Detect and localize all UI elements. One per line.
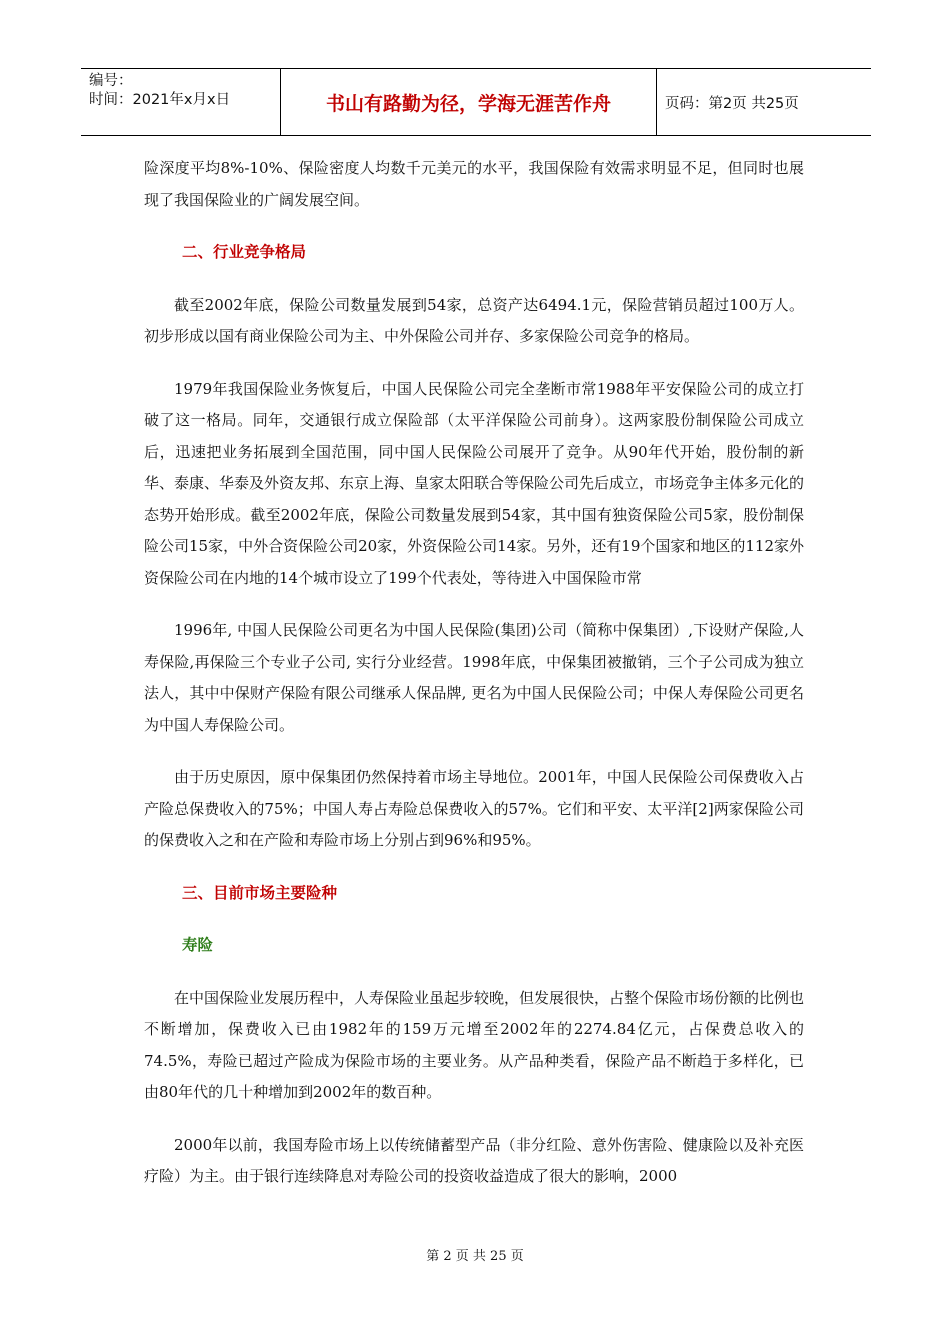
page-header	[81, 68, 871, 136]
header-page-info: 页码：第2页 共25页	[665, 95, 799, 112]
section-heading-products: 三、目前市场主要险种	[182, 883, 338, 902]
paragraph: 在中国保险业发展历程中，人寿保险业虽起步较晚，但发展很快，占整个保险市场份额的比例也不断增加，保费收入已由1982年的159万元增至2002年的2274.84亿元，占保费总收入的74.5%，寿险已超过产险成为保险市场的主要业务。从产品种类看，保险产品不断趋于多样化，已由80年代的几十种增加到2002年的数百种。	[144, 988, 805, 1101]
document-number-label: 编号：	[89, 73, 133, 89]
paragraph: 1996年, 中国人民保险公司更名为中国人民保险(集团)公司（简称中保集团）,下设财产保险,人寿保险,再保险三个专业子公司, 实行分业经营。1998年底，中保集团被撤销，三个子公司成为独立法人，其中中保财产保险有限公司继承人保品牌, 更名为中国人民保险公司；中保人寿保险公司更名为中国人寿保险公司。	[144, 621, 804, 734]
header-meta	[81, 69, 281, 135]
header-motto: 书山有路勤为径，学海无涯苦作舟	[281, 69, 657, 135]
paragraph: 1979年我国保险业务恢复后，中国人民保险公司完全垄断市常1988年平安保险公司的成立打破了这一格局。同年，交通银行成立保险部（太平洋保险公司前身）。这两家股份制保险公司成立后，迅速把业务拓展到全国范围，同中国人民保险公司展开了竞争。从90年代开始，股份制的新华、泰康、华泰及外资友邦、东京上海、皇家太阳联合等保险公司先后成立，市场竞争主体多元化的态势开始形成。截至2002年底，保险公司数量发展到54家，其中国有独资保险公司5家，股份制保险公司15家，中外合资保险公司20家，外资保险公司14家。另外，还有19个国家和地区的112家外资保险公司在内地的14个城市设立了199个代表处，等待进入中国保险市常	[144, 379, 805, 587]
paragraph: 由于历史原因，原中保集团仍然保持着市场主导地位。2001年，中国人民保险公司保费收入占产险总保费收入的75%；中国人寿占寿险总保费收入的57%。它们和平安、太平洋[2]两家保险公司的保费收入之和在产险和寿险市场上分别占到96%和95%。	[144, 768, 804, 849]
subsection-heading-life-insurance: 寿险	[182, 936, 214, 954]
document-body	[144, 153, 804, 1214]
section-heading-competition: 二、行业竞争格局	[182, 243, 307, 261]
page-footer: 第 2 页 共 25 页	[426, 1249, 524, 1264]
paragraph: 险深度平均8%-10%、保险密度人均数千元美元的水平，我国保险有效需求明显不足，但同时也展现了我国保险业的广阔发展空间。	[144, 159, 804, 209]
document-time-label: 时间：2021年x月x日	[89, 92, 231, 108]
paragraph: 2000年以前，我国寿险市场上以传统储蓄型产品（非分红险、意外伤害险、健康险以及补充医疗险）为主。由于银行连续降息对寿险公司的投资收益造成了很大的影响，2000	[144, 1135, 804, 1185]
paragraph: 截至2002年底，保险公司数量发展到54家，总资产达6494.1元，保险营销员超过100万人。初步形成以国有商业保险公司为主、中外保险公司并存、多家保险公司竞争的格局。	[144, 295, 804, 345]
